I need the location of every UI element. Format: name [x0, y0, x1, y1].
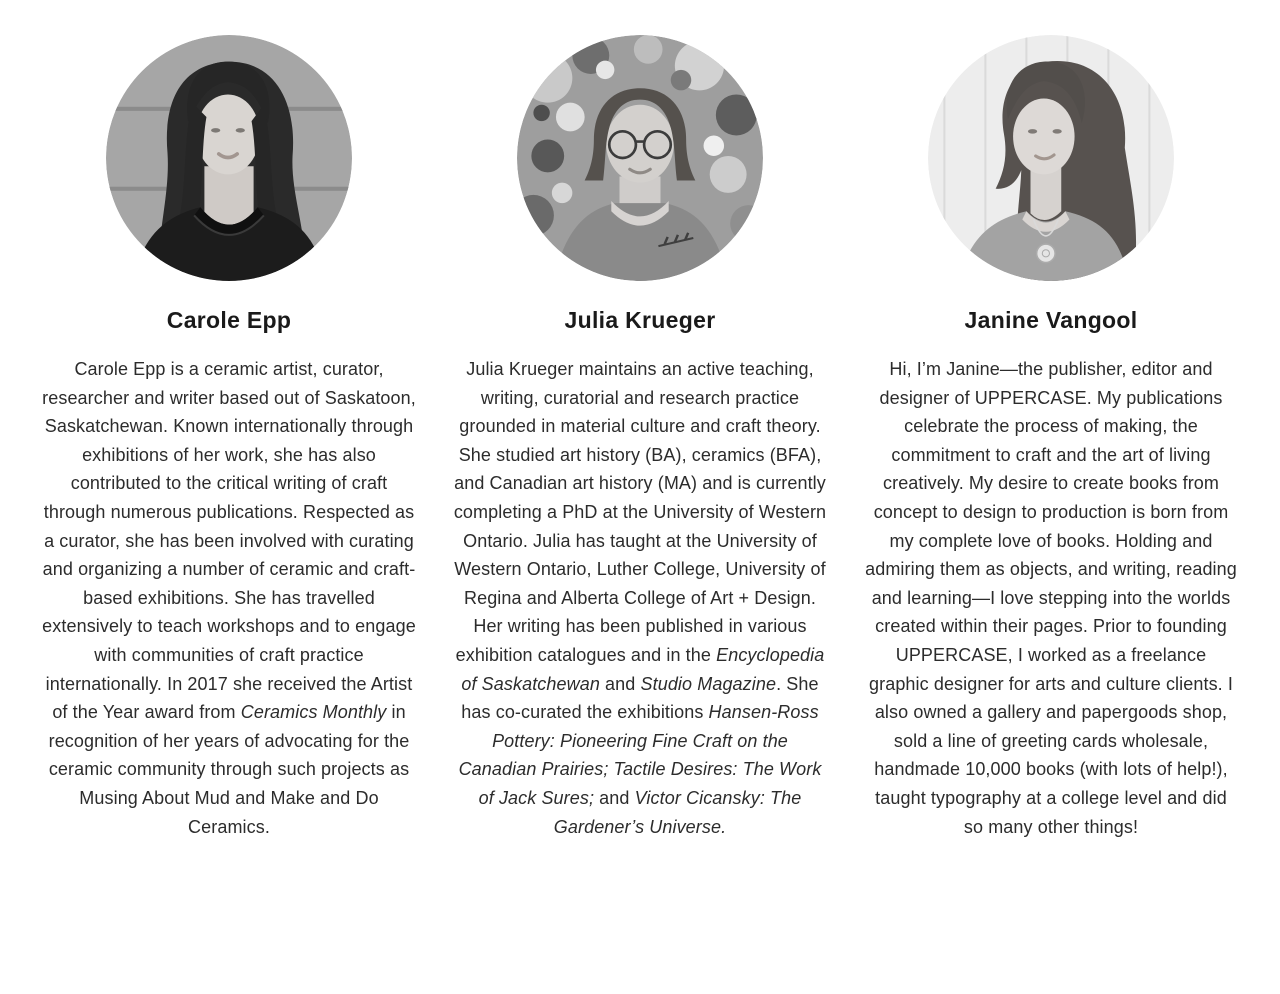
julia-krueger-avatar: [517, 35, 763, 281]
person-card-julia-krueger: [453, 35, 827, 841]
person-name: Julia Krueger: [564, 307, 716, 333]
carole-epp-avatar: [106, 35, 352, 281]
team-bios-section: [42, 0, 1238, 841]
carole-epp-portrait-photo: [106, 35, 352, 281]
janine-vangool-avatar: [928, 35, 1174, 281]
julia-krueger-portrait-photo: [517, 35, 763, 281]
person-name: Janine Vangool: [964, 307, 1138, 333]
person-card-carole-epp: [42, 35, 416, 841]
person-bio: Hi, I’m Janine—the publisher, editor and designer of UPPERCASE. My publications celebrate the process of making, the commitment to craft and the art of living creatively. My desire to create books from concept to design to production is born from my complete love of books. Holding and admiring them as objects, and writing, reading and learning—I love stepping into the worlds created within their pages. Prior to founding UPPERCASE, I worked as a freelance graphic designer for arts and culture clients. I also owned a gallery and papergoods shop, sold a line of greeting cards wholesale, handmade 10,000 books (with lots of help!), taught typography at a college level and did so many other things!: [865, 359, 1237, 837]
person-name: Carole Epp: [166, 307, 292, 333]
person-bio: Carole Epp is a ceramic artist, curator, researcher and writer based out of Saskatoon, Saskatchewan. Known internationally through exhibitions of her work, she has also contributed to the critical writing of craft through numerous publications. Respected as a curator, she has been involved with curating and organizing a number of ceramic and craft-based exhibitions. She has travelled extensively to teach workshops and to engage with communities of craft practice internationally. In 2017 she received the Artist of the Year award from Ceramics Monthly in recognition of her years of advocating for the ceramic community through such projects as Musing About Mud and Make and Do Ceramics.: [42, 359, 416, 837]
janine-vangool-portrait-photo: [928, 35, 1174, 281]
person-card-janine-vangool: [864, 35, 1238, 841]
person-bio: Julia Krueger maintains an active teaching, writing, curatorial and research practice grounded in material culture and craft theory. She studied art history (BA), ceramics (BFA), and Canadian art history (MA) and is currently completing a PhD at the University of Western Ontario. Julia has taught at the University of Western Ontario, Luther College, University of Regina and Alberta College of Art + Design. Her writing has been published in various exhibition catalogues and in the Encyclopedia of Saskatchewan and Studio Magazine. She has co-curated the exhibitions Hansen-Ross Pottery: Pioneering Fine Craft on the Canadian Prairies; Tactile Desires: The Work of Jack Sures; and Victor Cicansky: The Gardener’s Universe.: [453, 359, 827, 837]
